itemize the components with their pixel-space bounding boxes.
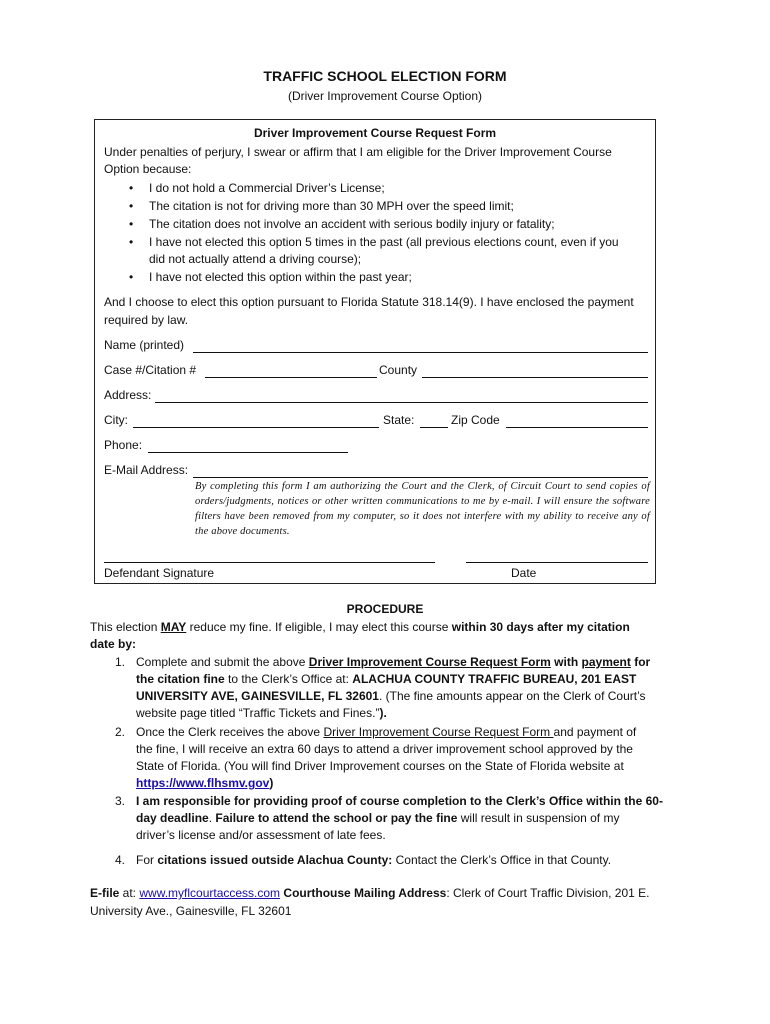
efile-link[interactable]: www.myflcourtaccess.com xyxy=(139,886,281,900)
step-1-line: UNIVERSITY AVE, GAINESVILLE, FL 32601. (The fine amounts appear on the Clerk of Court’s xyxy=(136,689,646,703)
footer-efile: E-file at: www.myflcourtaccess.com Courthouse Mailing Address: Clerk of Court Traffic Division, 201 E. xyxy=(90,886,650,900)
statute-line-1: And I choose to elect this option pursuant to Florida Statute 318.14(9). I have enclosed the payment xyxy=(104,295,634,309)
request-form-title: Driver Improvement Course Request Form xyxy=(253,126,497,140)
step-1-line: Complete and submit the above Driver Improvement Course Request Form with payment for xyxy=(136,655,651,669)
step-number: 3. xyxy=(115,794,126,808)
zip-label: Zip Code xyxy=(451,413,500,427)
step-1-line: website page titled “Traffic Tickets and Fines.”). xyxy=(136,706,387,720)
request-form-box xyxy=(94,119,656,584)
bullet-icon: • xyxy=(129,235,134,249)
procedure-intro-cont: date by: xyxy=(90,637,137,651)
state-label: State: xyxy=(383,413,415,427)
phone-field[interactable] xyxy=(148,438,348,453)
step-2-line: the fine, I will receive an extra 60 days to attend a driver improvement school approved by the xyxy=(136,742,633,756)
bullet-icon: • xyxy=(129,217,134,231)
step-3-line: driver’s license and/or assessment of late fees. xyxy=(136,828,386,842)
state-field[interactable] xyxy=(420,413,448,428)
intro-line-1: Under penalties of perjury, I swear or affirm that I am eligible for the Driver Improvement Course xyxy=(104,145,612,159)
page-subtitle: (Driver Improvement Course Option) xyxy=(287,89,483,103)
bullet-icon: • xyxy=(129,199,134,213)
email-label: E-Mail Address: xyxy=(104,463,189,477)
intro-line-2: Option because: xyxy=(104,162,192,176)
date-field[interactable] xyxy=(466,548,648,563)
eligibility-item: The citation is not for driving more than 30 MPH over the speed limit; xyxy=(149,199,514,213)
signature-field[interactable] xyxy=(104,548,435,563)
procedure-title: PROCEDURE xyxy=(346,602,424,616)
city-field[interactable] xyxy=(133,413,379,428)
case-field[interactable] xyxy=(205,363,377,378)
zip-field[interactable] xyxy=(506,413,648,428)
step-number: 1. xyxy=(115,655,126,669)
step-4-line: For citations issued outside Alachua County: Contact the Clerk’s Office in that County. xyxy=(136,853,612,867)
address-label: Address: xyxy=(104,388,152,402)
step-3-line: day deadline. Failure to attend the school or pay the fine will result in suspension of my xyxy=(136,811,620,825)
email-field[interactable] xyxy=(193,463,648,478)
name-field[interactable] xyxy=(193,338,648,353)
statute-line-2: required by law. xyxy=(104,313,189,327)
step-number: 4. xyxy=(115,853,126,867)
eligibility-item: I have not elected this option 5 times in the past (all previous elections count, even if you xyxy=(149,235,619,249)
signature-label: Defendant Signature xyxy=(104,566,215,580)
step-number: 2. xyxy=(115,725,126,739)
step-2-line: State of Florida. (You will find Driver Improvement courses on the State of Florida website at xyxy=(136,759,624,773)
step-2-line: https://www.flhsmv.gov) xyxy=(136,776,274,790)
step-2-line: Once the Clerk receives the above Driver Improvement Course Request Form and payment of xyxy=(136,725,637,739)
email-disclaimer: By completing this form I am authorizing the Court and the Clerk, of Circuit Court to send copies of orders/judgments, notices or other written communications to me by e-mail. I will ensure the software filters have been removed from my computer, so it does not interfere with my ability to receive any of the above documents. xyxy=(195,481,650,537)
address-field[interactable] xyxy=(155,388,648,403)
county-field[interactable] xyxy=(422,363,648,378)
bullet-icon: • xyxy=(129,270,134,284)
city-label: City: xyxy=(104,413,128,427)
page-title: TRAFFIC SCHOOL ELECTION FORM xyxy=(263,68,507,84)
step-3-line: I am responsible for providing proof of course completion to the Clerk’s Office within the 60- xyxy=(136,794,663,808)
eligibility-item: I do not hold a Commercial Driver’s License; xyxy=(149,181,385,195)
step-1-line: the citation fine to the Clerk’s Office at: ALACHUA COUNTY TRAFFIC BUREAU, 201 EAST xyxy=(136,672,637,686)
case-label: Case #/Citation # xyxy=(104,363,197,377)
name-label: Name (printed) xyxy=(104,338,185,352)
procedure-intro: This election MAY reduce my fine. If eligible, I may elect this course within 30 days after my citation xyxy=(90,620,630,634)
county-label: County xyxy=(379,363,418,377)
date-label: Date xyxy=(511,566,537,580)
footer-address: University Ave., Gainesville, FL 32601 xyxy=(90,904,292,918)
eligibility-item: I have not elected this option within the past year; xyxy=(149,270,412,284)
eligibility-item: The citation does not involve an accident with serious bodily injury or fatality; xyxy=(149,217,555,231)
phone-label: Phone: xyxy=(104,438,143,452)
bullet-icon: • xyxy=(129,181,134,195)
eligibility-item-cont: did not actually attend a driving course); xyxy=(149,252,362,266)
flhsmv-link[interactable]: https://www.flhsmv.gov xyxy=(136,776,270,790)
